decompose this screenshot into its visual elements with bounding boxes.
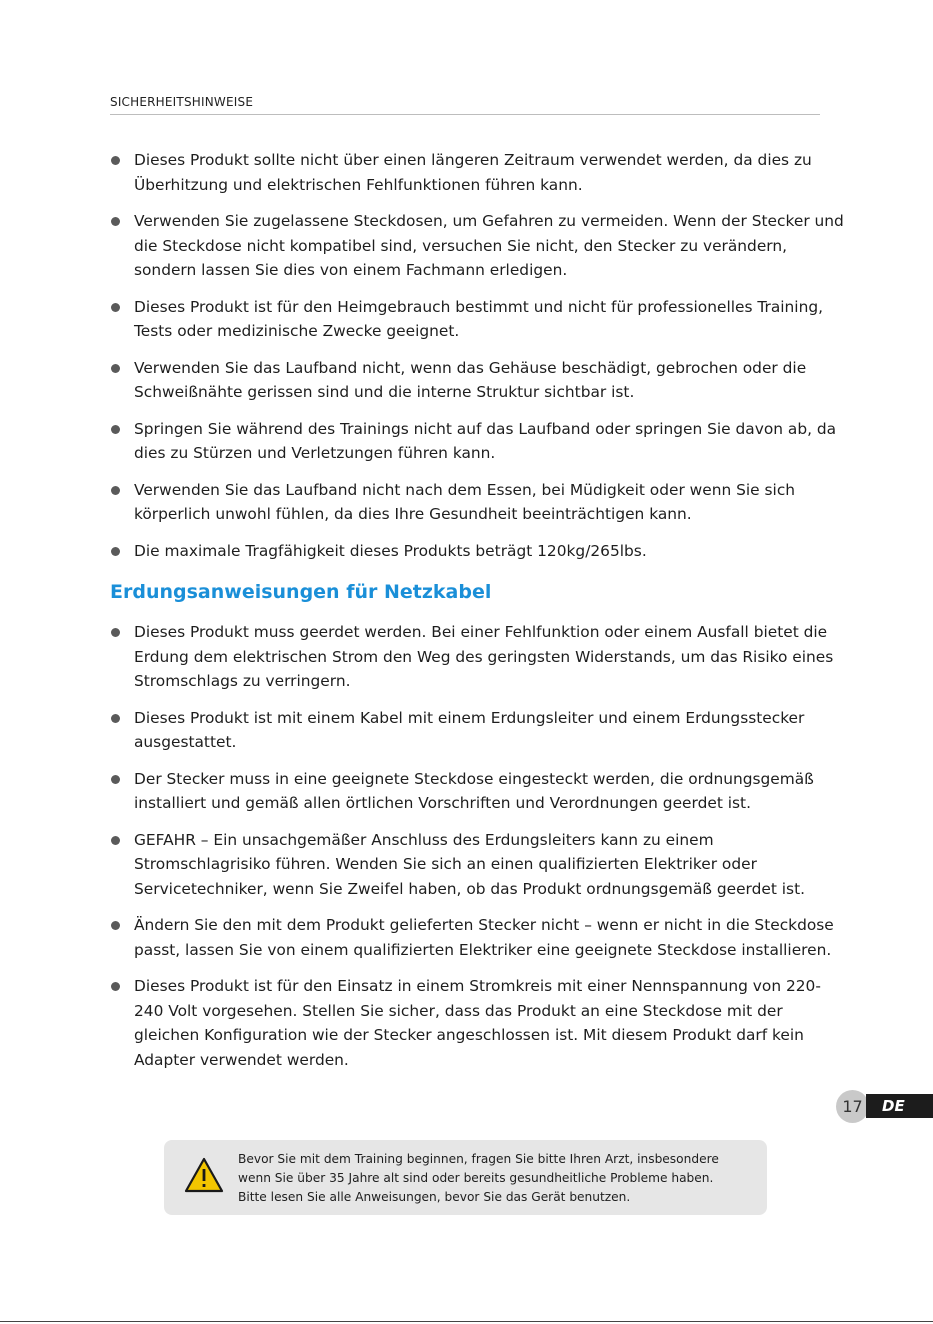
grounding-section-heading: Erdungsanweisungen für Netzkabel <box>110 581 492 603</box>
list-item-text: Der Stecker muss in eine geeignete Steckdose eingesteckt werden, die ordnungsgemäß installiert und gemäß allen örtlichen Vorschriften und Verordnungen geerdet ist. <box>134 769 814 812</box>
list-item-text: Verwenden Sie das Laufband nicht nach dem Essen, bei Müdigkeit oder wenn Sie sich körperlich unwohl fühlen, da dies Ihre Gesundheit beeinträchtigen kann. <box>134 480 796 523</box>
bullet-icon <box>111 982 120 991</box>
warning-line: Bevor Sie mit dem Training beginnen, fragen Sie bitte Ihren Arzt, insbesondere <box>238 1152 719 1166</box>
bullet-icon <box>111 714 120 723</box>
list-item <box>110 974 850 1072</box>
page-number: 17 <box>836 1090 869 1123</box>
bullet-icon <box>111 303 120 312</box>
bullet-icon <box>111 364 120 373</box>
list-item <box>110 767 850 816</box>
list-item <box>110 356 850 405</box>
bullet-icon <box>111 156 120 165</box>
warning-line: Bitte lesen Sie alle Anweisungen, bevor Sie das Gerät benutzen. <box>238 1190 631 1204</box>
list-item-text: Dieses Produkt ist mit einem Kabel mit einem Erdungsleiter und einem Erdungsstecker ausgestattet. <box>134 708 805 751</box>
language-tab: DE <box>866 1094 933 1118</box>
list-item <box>110 620 850 694</box>
header-divider <box>110 114 820 115</box>
section-header-label: SICHERHEITSHINWEISE <box>110 95 254 109</box>
warning-line: wenn Sie über 35 Jahre alt sind oder bereits gesundheitliche Probleme haben. <box>238 1171 714 1185</box>
list-item-text: GEFAHR – Ein unsachgemäßer Anschluss des Erdungsleiters kann zu einem Stromschlagrisiko führen. Wenden Sie sich an einen qualifizierten Elektriker oder Servicetechniker, wenn Sie Zweifel haben, ob das Produkt ordnungsgemäß geerdet ist. <box>134 830 805 898</box>
list-item-text: Dieses Produkt sollte nicht über einen längeren Zeitraum verwendet werden, da dies zu Überhitzung und elektrischen Fehlfunktionen führen kann. <box>134 151 812 194</box>
list-item-text: Dieses Produkt ist für den Heimgebrauch bestimmt und nicht für professionelles Training, Tests oder medizinische Zwecke geeignet. <box>134 297 823 340</box>
warning-triangle-icon <box>184 1157 224 1193</box>
list-item-text: Die maximale Tragfähigkeit dieses Produkts beträgt 120kg/265lbs. <box>134 541 647 560</box>
list-item-text: Dieses Produkt ist für den Einsatz in einem Stromkreis mit einer Nennspannung von 220-240 Volt vorgesehen. Stellen Sie sicher, dass das Produkt an eine Steckdose mit der gleichen Konfiguration wie der Stecker angeschlossen ist. Mit diesem Produkt darf kein Adapter verwendet werden. <box>134 977 821 1069</box>
list-item <box>110 913 850 962</box>
list-item-text: Springen Sie während des Trainings nicht auf das Laufband oder springen Sie davon ab, da dies zu Stürzen und Verletzungen führen kann. <box>134 419 837 462</box>
list-item-text: Dieses Produkt muss geerdet werden. Bei einer Fehlfunktion oder einem Ausfall bietet die Erdung dem elektrischen Strom den Weg des geringsten Widerstands, um das Risiko eines Stromschlags zu verringern. <box>134 623 834 690</box>
bullet-icon <box>111 775 120 784</box>
bullet-icon <box>111 921 120 930</box>
list-item <box>110 706 850 755</box>
grounding-instructions-list <box>110 620 850 1084</box>
bullet-icon <box>111 486 120 495</box>
list-item <box>110 295 850 344</box>
bottom-border <box>0 1321 933 1322</box>
bullet-icon <box>111 217 120 226</box>
bullet-icon <box>111 836 120 845</box>
list-item <box>110 148 850 197</box>
list-item <box>110 209 850 283</box>
list-item <box>110 478 850 527</box>
bullet-icon <box>111 628 120 637</box>
warning-text <box>238 1150 758 1207</box>
warning-notice <box>164 1140 767 1215</box>
bullet-icon <box>111 425 120 434</box>
list-item <box>110 539 850 564</box>
list-item-text: Verwenden Sie das Laufband nicht, wenn das Gehäuse beschädigt, gebrochen oder die Schweißnähte gerissen sind und die interne Struktur sichtbar ist. <box>134 358 807 401</box>
list-item-text: Verwenden Sie zugelassene Steckdosen, um Gefahren zu vermeiden. Wenn der Stecker und die Steckdose nicht kompatibel sind, versuchen Sie nicht, den Stecker zu verändern, sondern lassen Sie dies von einem Fachmann erledigen. <box>134 212 844 279</box>
list-item-text: Ändern Sie den mit dem Produkt gelieferten Stecker nicht – wenn er nicht in die Steckdose passt, lassen Sie von einem qualifizierten Elektriker eine geeignete Steckdose installieren. <box>134 916 834 959</box>
list-item <box>110 417 850 466</box>
list-item <box>110 828 850 902</box>
bullet-icon <box>111 547 120 556</box>
safety-instructions-list <box>110 148 850 575</box>
